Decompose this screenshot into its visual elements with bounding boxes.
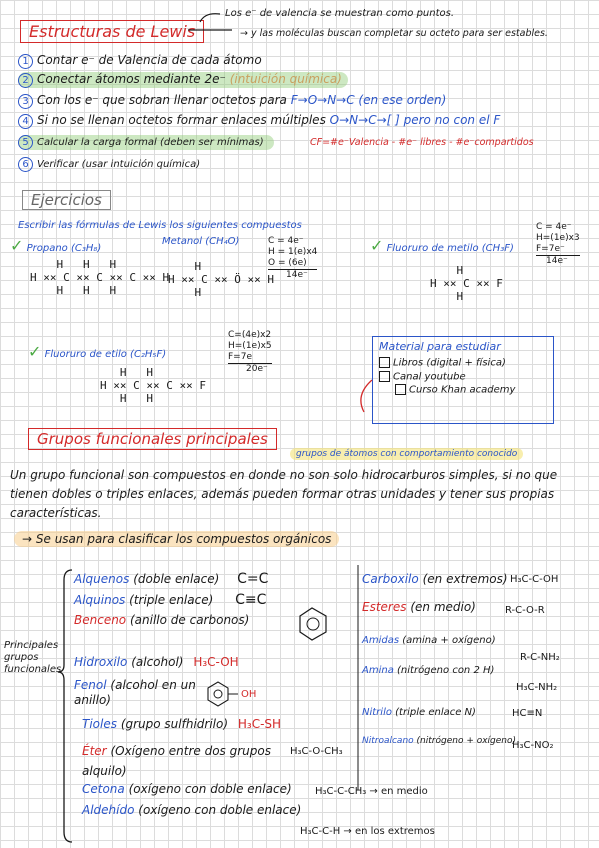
grupo-fenol <box>74 678 214 708</box>
amina-formula: H₃C-NH₂ <box>516 682 558 693</box>
grupo-tioles <box>82 717 281 731</box>
grupo-name: Alquinos <box>74 593 126 607</box>
grupo-name: Fenol <box>74 678 107 692</box>
step-text: Si no se llenan octetos formar enlaces múltiples <box>37 113 326 127</box>
grupo-alquinos <box>74 592 266 608</box>
nitroalcano-formula: H₃C-NO₂ <box>512 740 554 751</box>
calc-line: C=(4e)x2 <box>228 330 272 340</box>
calc-line: H = 1(e)x4 <box>268 247 318 257</box>
grupos-paragraph: Un grupo funcional son compuestos en donde no son solo hidrocarburos simples, si no que tienen dobles o triples enlaces, además pueden formar otras unidades y tener sus propias características. <box>10 468 558 520</box>
grupo-formula: H₃C-OH <box>193 655 239 669</box>
grupo-amidas <box>362 635 496 646</box>
calc-line: H=(1e)x3 <box>536 233 580 243</box>
grupo-desc: (triple enlace N) <box>395 707 476 718</box>
step-text: Con los e⁻ que sobran llenar octetos para <box>37 93 287 107</box>
fluoruro-metilo-text: Fluoruro de metilo (CH₃F) <box>386 243 514 254</box>
esteres-formula: R-C-O-R <box>505 605 545 616</box>
grupos-usage-text: Se usan para clasificar los compuestos orgánicos <box>35 532 332 546</box>
calc-total: 14e⁻ <box>536 255 580 267</box>
header-note-1: Los e⁻ de valencia se muestran como puntos. <box>225 8 455 19</box>
grupo-desc: (en extremos) <box>422 572 508 586</box>
grupo-cetona <box>82 782 292 796</box>
grupo-alquenos <box>74 571 268 587</box>
grupo-name: Amina <box>362 665 394 676</box>
grupo-name: Tioles <box>82 717 117 731</box>
eter-formula: H₃C-O-CH₃ <box>290 746 343 757</box>
fluoruro-etilo-structure: H H H ×× C ×× C ×× F H H <box>100 366 206 405</box>
cetona-formula: H₃C-C-CH₃ → en medio <box>315 786 428 797</box>
check-icon: ✓ <box>10 236 24 255</box>
grupos-usage: → Se usan para clasificar los compuestos orgánicos <box>14 531 339 547</box>
grupo-name: Benceno <box>74 613 127 627</box>
metanol-label: Metanol (CH₄O) <box>162 236 240 247</box>
grupo-carboxilo <box>362 572 508 586</box>
grupo-formula: C≡C <box>235 592 267 608</box>
grupo-name: Aldehído <box>82 803 135 817</box>
grupo-name: Éter <box>82 744 107 758</box>
step-number: 4 <box>18 114 33 129</box>
step-number: 5 <box>18 135 33 150</box>
propano-text: Propano (C₃H₈) <box>26 243 102 254</box>
grupo-nitroalcano <box>362 736 516 746</box>
step-5-formula: CF=#e⁻Valencia - #e⁻ libres - #e⁻compartidos <box>310 137 534 148</box>
ejercicios-subtitle: Escribir las fórmulas de Lewis los siguientes compuestos <box>18 220 302 231</box>
step-text: Conectar átomos mediante 2e⁻ <box>37 72 226 86</box>
grupo-name: Nitrilo <box>362 707 392 718</box>
grupo-desc: (en medio) <box>410 600 476 614</box>
fluoruro-metilo-structure: H H ×× C ×× F H <box>430 264 503 303</box>
step-number: 1 <box>18 54 33 69</box>
grupo-nitrilo <box>362 707 476 718</box>
aldehido-formula: H₃C-C-H → en los extremos <box>300 826 435 837</box>
grupo-benceno <box>74 613 249 627</box>
grupo-eter <box>82 741 282 781</box>
grupo-name: Cetona <box>82 782 125 796</box>
grupo-amina <box>362 665 494 676</box>
calc-line: C = 4e⁻ <box>268 236 304 246</box>
ejercicios-title: Ejercicios <box>22 190 111 210</box>
grupos-title: Grupos funcionales principales <box>28 428 277 450</box>
grupo-name: Carboxilo <box>362 572 419 586</box>
calc-total: 14e⁻ <box>268 269 317 281</box>
check-icon: ✓ <box>370 236 384 255</box>
material-item-text: Curso Khan academy <box>409 384 516 396</box>
step-text: Verificar (usar intuición química) <box>37 159 201 170</box>
grupo-desc: (alcohol en un anillo) <box>74 678 196 707</box>
step-aside: (intuición química) <box>229 72 342 86</box>
grupo-formula: C=C <box>237 571 269 587</box>
step-number: 2 <box>18 73 33 88</box>
check-icon: ✓ <box>28 342 42 361</box>
step-number: 6 <box>18 157 33 172</box>
grupo-name: Hidroxilo <box>74 655 128 669</box>
grupo-desc: (nitrógeno + oxígeno) <box>416 736 517 746</box>
propano-structure: H H H H ×× C ×× C ×× C ×× H H H H <box>30 258 170 297</box>
amidas-formula: R-C-NH₂ <box>520 652 560 663</box>
grupo-name: Alquenos <box>74 572 130 586</box>
grupo-desc: (amina + oxígeno) <box>402 635 496 646</box>
material-item-text: Canal youtube <box>393 371 466 382</box>
grupo-name: Nitroalcano <box>362 736 414 746</box>
grupo-desc: (oxígeno con doble enlace) <box>138 803 302 817</box>
grupo-desc: (grupo sulfhidrilo) <box>120 717 229 731</box>
grupo-name: Amidas <box>362 635 400 646</box>
grupo-name: Esteres <box>362 600 407 614</box>
grupo-desc: (anillo de carbonos) <box>129 613 250 627</box>
carboxilo-formula: H₃C-C-OH <box>510 574 559 585</box>
calc-total: 20e⁻ <box>228 363 272 375</box>
calc-line: C = 4e⁻ <box>536 222 572 232</box>
grupo-desc: (triple enlace) <box>129 593 214 607</box>
nitrilo-formula: HC≡N <box>512 708 543 719</box>
grupos-note: grupos de átomos con comportamiento conocido <box>290 448 523 460</box>
calc-line: F=7e⁻ <box>536 244 565 254</box>
material-item-text: Libros (digital + física) <box>393 357 506 369</box>
step-aside: O→N→C→[ ] pero no con el F <box>329 113 501 127</box>
grupo-aldehido <box>82 803 301 817</box>
grupo-hidroxilo <box>74 655 239 669</box>
grupo-formula: H₃C-SH <box>237 717 282 731</box>
grupo-esteres <box>362 600 476 614</box>
grupo-desc: (doble enlace) <box>133 572 220 586</box>
header-note-2: → y las moléculas buscan completar su octeto para ser estables. <box>240 28 548 39</box>
fluoruro-etilo-text: Fluoruro de etilo (C₂H₅F) <box>44 349 167 360</box>
step-number: 3 <box>18 94 33 109</box>
grupo-desc: (nitrógeno con 2 H) <box>397 665 495 676</box>
grupo-desc: (alcohol) <box>131 655 184 669</box>
grupo-desc: (oxígeno con doble enlace) <box>128 782 292 796</box>
material-title: Material para estudiar <box>379 340 501 353</box>
page-title: Estructuras de Lewis <box>20 20 204 43</box>
step-text: Calcular la carga formal (deben ser mínimas) <box>37 137 264 148</box>
side-label: Principales grupos funcionales <box>4 640 62 675</box>
calc-line: H=(1e)x5 <box>228 341 272 351</box>
calc-line: F=7e <box>228 352 252 362</box>
metanol-structure: H H ×× C ×× Ö ×× H H <box>168 260 274 299</box>
calc-line: O = (6e) <box>268 258 307 268</box>
grupo-desc: (Oxígeno entre dos grupos alquilo) <box>82 744 271 778</box>
fenol-formula: OH <box>241 689 257 700</box>
step-aside: F→O→N→C (en ese orden) <box>290 93 447 107</box>
step-text: Contar e⁻ de Valencia de cada átomo <box>37 53 262 67</box>
